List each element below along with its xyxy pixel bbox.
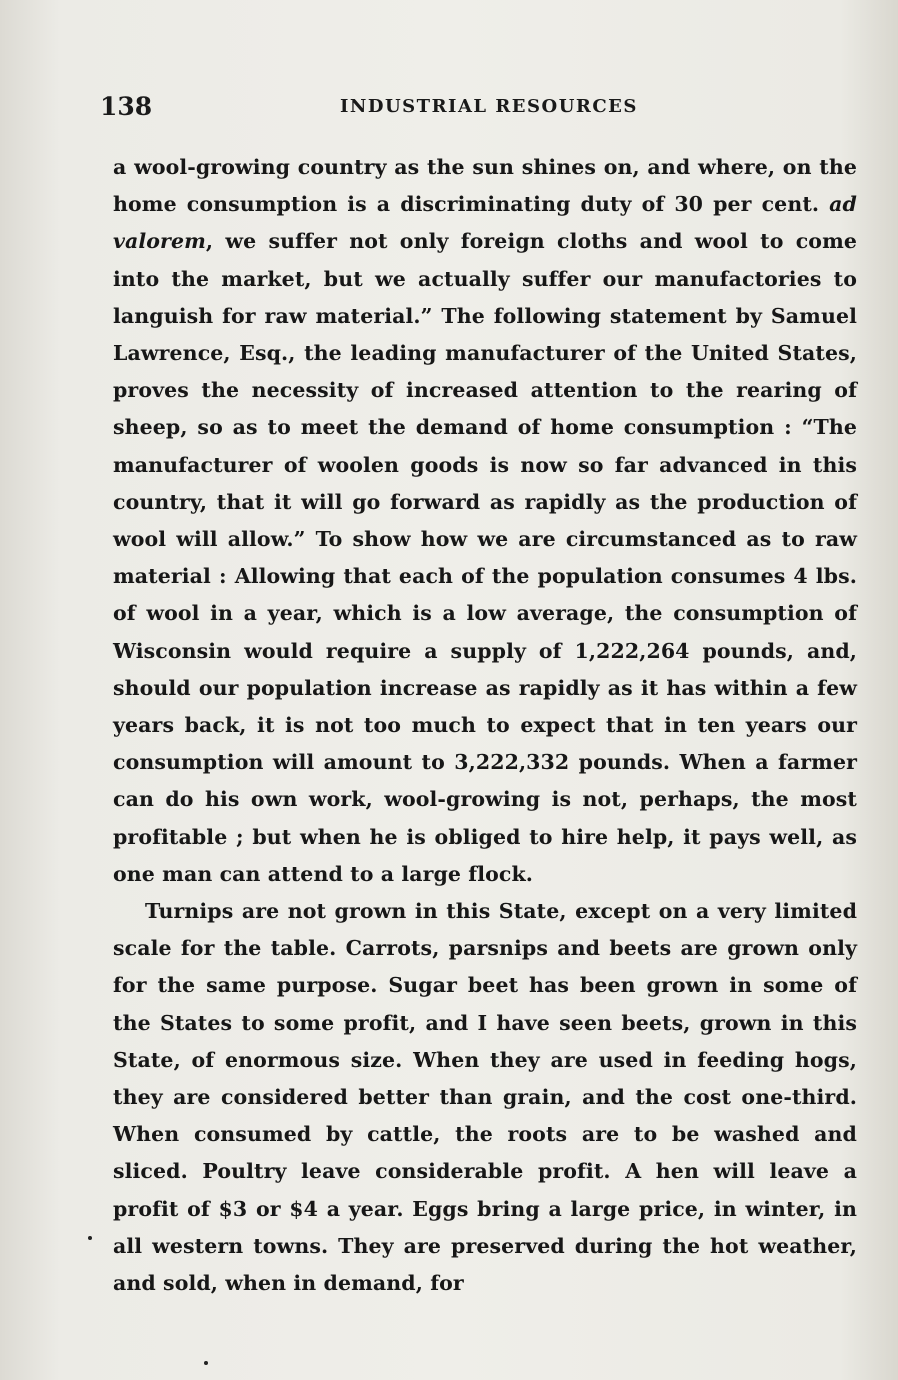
body-text <box>113 149 857 1302</box>
paragraph-2: Turnips are not grown in this State, except on a very limited scale for the table. Carrots, parsnips and beets are grown only for the same purpose. Sugar beet has been grown in some of the States to some profit, and I have seen beets, grown in this State, of enormous size. When they are used in feeding hogs, they are considered better than grain, and the cost one-third. When consumed by cattle, the roots are to be washed and sliced. Poultry leave considerable profit. A hen will leave a profit of $3 or $4 a year. Eggs bring a large price, in winter, in all western towns. They are preserved during the hot weather, and sold, when in demand, for <box>113 899 857 1296</box>
paragraph-1-italic: ad valorem <box>113 192 857 254</box>
paragraph-1-rest: , we suffer not only foreign cloths and wool to come into the market, but we actually suffer our manufactories to languish for raw material.” The following statement by Samuel Lawrence, Esq., the leading manufacturer of the United States, proves the necessity of increased attention to the rearing of sheep, so as to meet the demand of home consumption : “The manufacturer of woolen goods is now so far advanced in this country, that it will go forward as rapidly as the production of wool will allow.” To show how we are circumstanced as to raw material : Allowing that each of the population consumes 4 lbs. of wool in a year, which is a low average, the consumption of Wisconsin would require a supply of 1,222,264 pounds, and, should our population increase as rapidly as it has within a few years back, it is not too much to expect that in ten years our consumption will amount to 3,222,332 pounds. When a farmer can do his own work, wool-growing is not, perhaps, the most profitable ; but when he is obliged to hire help, it pays well, as one man can attend to a large flock. <box>113 229 857 886</box>
ink-speck <box>204 1361 208 1365</box>
page-header <box>100 90 860 126</box>
ink-speck <box>88 1236 92 1240</box>
running-head: INDUSTRIAL RESOURCES <box>340 96 638 117</box>
page-number: 138 <box>100 92 153 121</box>
paragraph-1-lead: a wool-growing country as the sun shines on, and where, on the home consumption is a discriminating duty of 30 per cent. <box>113 155 857 217</box>
paragraph-1 <box>113 149 857 893</box>
